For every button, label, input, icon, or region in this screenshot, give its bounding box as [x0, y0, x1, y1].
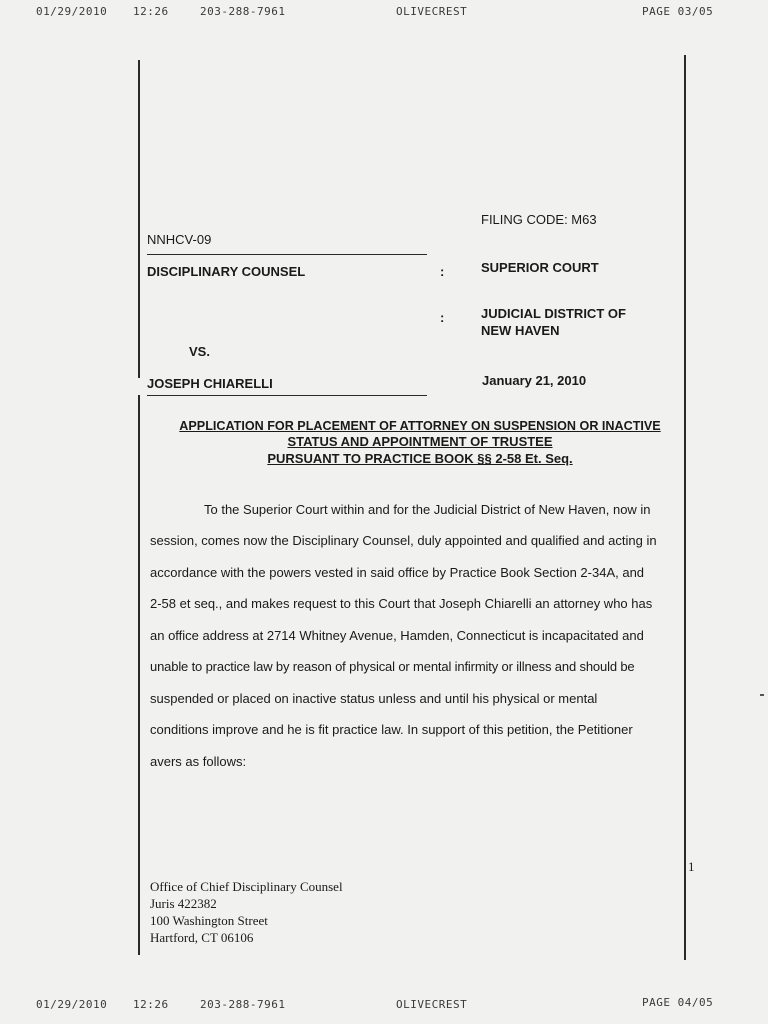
document-title-line-1: APPLICATION FOR PLACEMENT OF ATTORNEY ON SUSPENSION OR INACTIVE	[179, 419, 661, 433]
body-line-9: avers as follows:	[150, 754, 247, 769]
page-number: 1	[688, 859, 695, 874]
caption-colon-2: :	[440, 310, 445, 325]
caption-colon-1: :	[440, 264, 445, 279]
document-title-line-3: PURSUANT TO PRACTICE BOOK §§ 2-58 Et. Seq.	[267, 451, 573, 466]
fax-header-phone: 203-288-7961	[200, 5, 286, 18]
filing-code: FILING CODE: M63	[481, 212, 597, 227]
court-name: SUPERIOR COURT	[481, 260, 599, 275]
fax-header-sender: OLIVECREST	[396, 5, 468, 18]
left-margin-line	[138, 60, 140, 378]
body-line-1: To the Superior Court within and for the Judicial District of New Haven, now in	[204, 502, 651, 517]
body-line-6: unable to practice law by reason of physical or mental infirmity or illness and should be	[150, 659, 635, 674]
signature-office: Office of Chief Disciplinary Counsel	[150, 879, 343, 894]
fax-header-date: 01/29/2010	[36, 5, 108, 18]
fax-footer-date: 01/29/2010	[36, 998, 108, 1011]
filing-date: January 21, 2010	[482, 373, 587, 388]
caption-top-rule	[147, 254, 427, 255]
body-line-2: session, comes now the Disciplinary Counsel, duly appointed and qualified and acting in	[150, 533, 657, 548]
defendant-name: JOSEPH CHIARELLI	[147, 376, 273, 391]
body-line-8: conditions improve and he is fit practice law. In support of this petition, the Petitioner	[150, 722, 633, 737]
body-line-3: accordance with the powers vested in said office by Practice Book Section 2-34A, and	[150, 565, 645, 580]
scan-speck	[760, 694, 764, 696]
body-line-5: an office address at 2714 Whitney Avenue, Hamden, Connecticut is incapacitated and	[150, 628, 644, 643]
signature-juris: Juris 422382	[150, 896, 217, 911]
fax-footer-phone: 203-288-7961	[200, 998, 286, 1011]
caption-bottom-rule	[147, 395, 427, 396]
body-line-4: 2-58 et seq., and makes request to this Court that Joseph Chiarelli an attorney who has	[150, 596, 653, 611]
fax-header-time: 12:26	[133, 5, 169, 18]
body-line-7: suspended or placed on inactive status unless and until his physical or mental	[150, 691, 598, 706]
signature-city: Hartford, CT 06106	[150, 930, 254, 945]
signature-street: 100 Washington Street	[150, 913, 268, 928]
judicial-district-line-2: NEW HAVEN	[481, 323, 560, 338]
fax-header-page: PAGE 03/05	[642, 5, 714, 18]
right-margin-line	[684, 55, 686, 960]
plaintiff-name: DISCIPLINARY COUNSEL	[147, 264, 306, 279]
left-margin-line-lower	[138, 395, 140, 955]
fax-footer-time: 12:26	[133, 998, 169, 1011]
fax-footer-sender: OLIVECREST	[396, 998, 468, 1011]
document-title-line-2: STATUS AND APPOINTMENT OF TRUSTEE	[287, 434, 553, 449]
fax-footer-page: PAGE 04/05	[642, 996, 714, 1009]
judicial-district-line-1: JUDICIAL DISTRICT OF	[481, 306, 626, 321]
versus-label: VS.	[189, 344, 210, 359]
docket-number: NNHCV-09	[147, 232, 212, 247]
